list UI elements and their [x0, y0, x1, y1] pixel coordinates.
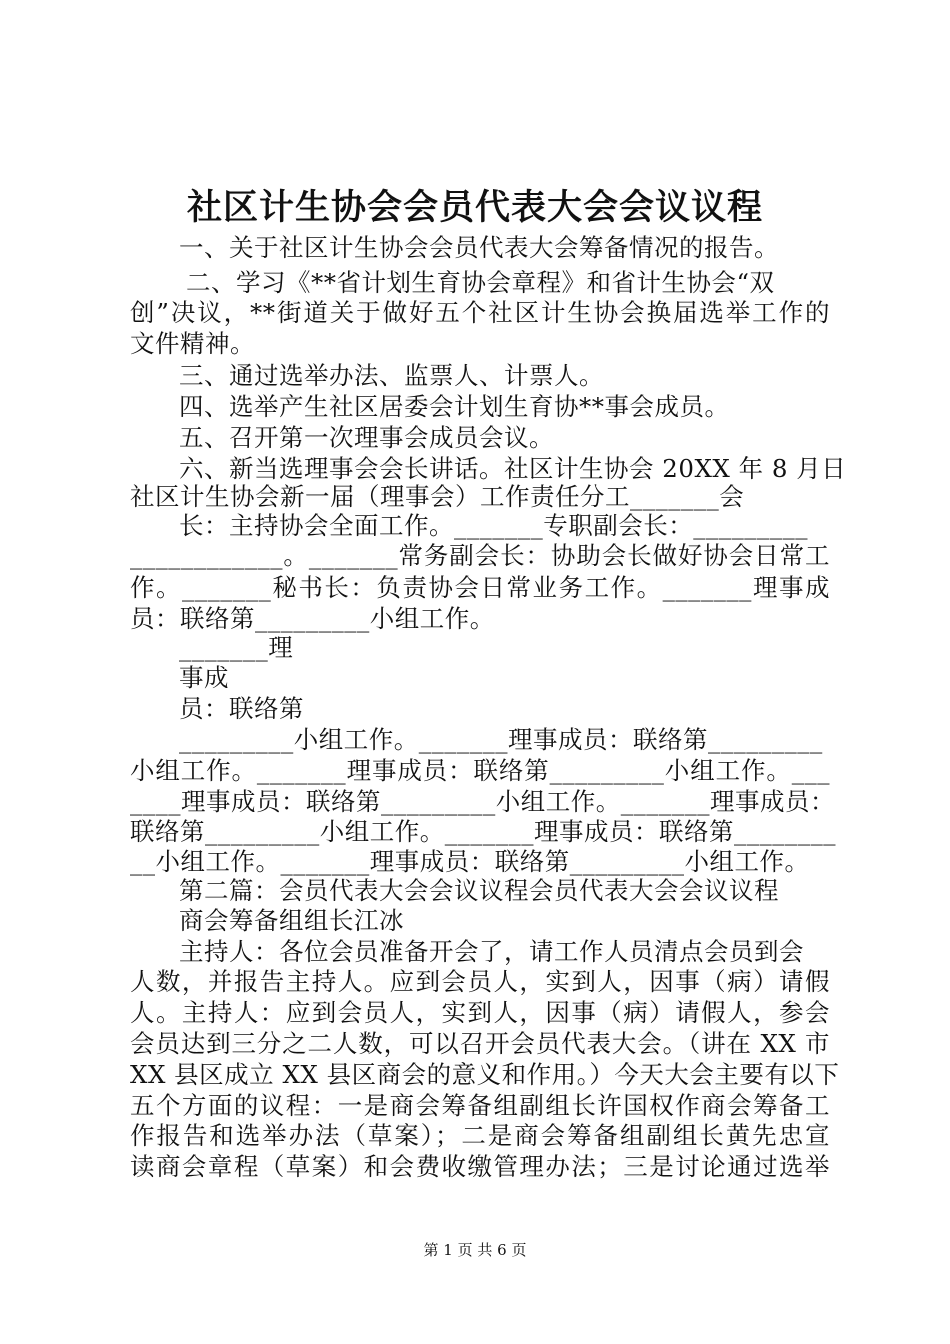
body-line: 作。_______秘书长：负责协会日常业务工作。_______理事成: [130, 573, 830, 602]
body-line: 四、选举产生社区居委会计划生育协**事会成员。: [179, 392, 730, 421]
body-line: 社区计生协会新一届（理事会）工作责任分工_______会: [130, 482, 745, 511]
page-footer: 第 1 页 共 6 页: [423, 1241, 527, 1259]
body-line: 小组工作。_______理事成员：联络第_________小组工作。___: [130, 756, 830, 785]
body-line: 会员达到三分之二人数，可以召开会员代表大会。（讲在 XX 市: [130, 1029, 830, 1058]
body-line: 文件精神。: [130, 329, 255, 358]
body-line: 六、新当选理事会会长讲话。社区计生协会 20XX 年 8 月日: [179, 454, 847, 483]
body-line: 创”决议，**街道关于做好五个社区计生协会换届选举工作的: [130, 298, 830, 327]
body-line: XX 县区成立 XX 县区商会的意义和作用。）今天大会主要有以下: [130, 1060, 840, 1089]
body-line: 五个方面的议程：一是商会筹备组副组长许国权作商会筹备工: [130, 1091, 830, 1120]
body-line: 人。主持人：应到会员人，实到人，因事（病）请假人，参会: [130, 998, 830, 1027]
body-line: 事成: [179, 663, 229, 692]
body-line: 主持人：各位会员准备开会了，请工作人员清点会员到会: [179, 937, 804, 966]
body-line: 联络第_________小组工作。_______理事成员：联络第________: [130, 817, 836, 846]
page-title: 社区计生协会会员代表大会会议议程: [186, 188, 763, 228]
body-line: 一、关于社区计生协会会员代表大会筹备情况的报告。: [179, 233, 779, 262]
body-line: 读商会章程（草案）和会费收缴管理办法；三是讨论通过选举: [130, 1152, 830, 1181]
body-line: 五、召开第一次理事会成员会议。: [179, 423, 554, 452]
body-line: 商会筹备组组长江冰: [179, 906, 404, 935]
body-line: ____________。_______常务副会长：协助会长做好协会日常工: [130, 541, 830, 570]
body-line: _________小组工作。_______理事成员：联络第_________: [179, 725, 823, 754]
body-line: 三、通过选举办法、监票人、计票人。: [179, 361, 604, 390]
body-line: 第二篇：会员代表大会会议议程会员代表大会会议议程: [179, 876, 779, 905]
body-line: ____理事成员：联络第_________小组工作。_______理事成员：: [130, 787, 835, 816]
body-line: 员：联络第: [179, 694, 304, 723]
body-line: 长：主持协会全面工作。_______专职副会长：_________: [179, 511, 808, 540]
body-line: _______理: [179, 633, 294, 662]
body-line: 二、学习《**省计划生育协会章程》和省计生协会“双: [186, 268, 775, 297]
body-line: 人数，并报告主持人。应到会员人，实到人，因事（病）请假: [130, 967, 830, 996]
body-line: __小组工作。_______理事成员：联络第_________小组工作。: [130, 847, 810, 876]
body-line: 员：联络第_________小组工作。: [130, 604, 495, 633]
body-line: 作报告和选举办法（草案）；二是商会筹备组副组长黄先忠宣: [130, 1121, 830, 1150]
